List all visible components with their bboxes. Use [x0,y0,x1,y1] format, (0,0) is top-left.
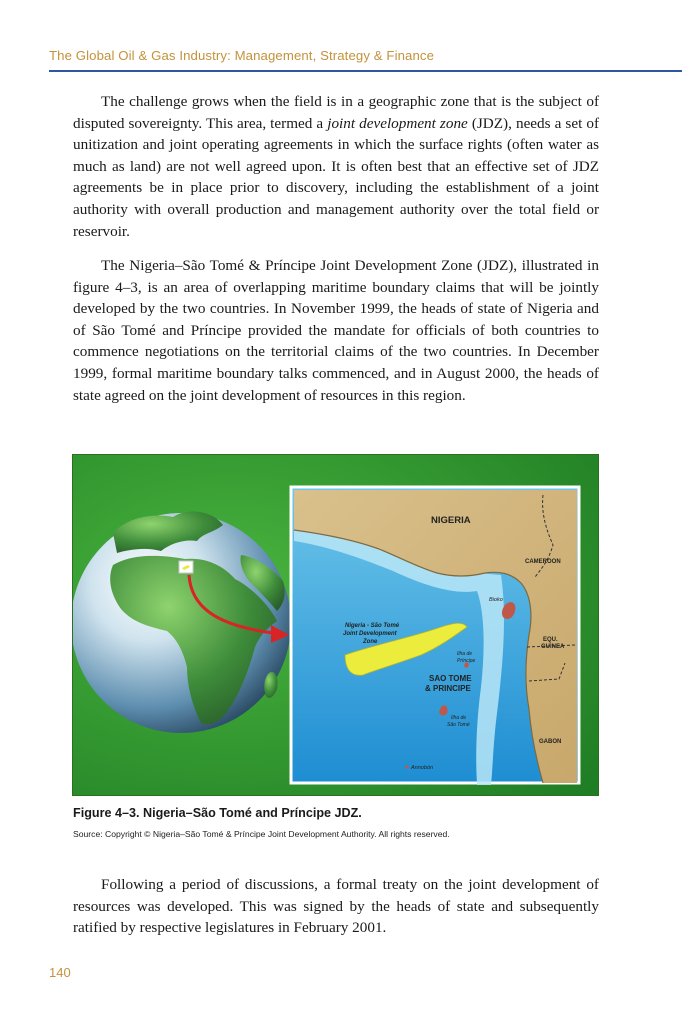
figure-map [72,454,599,796]
label-annobon: Annobón [411,765,434,771]
label-nigeria: NIGERIA [431,515,471,526]
header-rule [49,70,682,72]
label-saotome-line-1: Ilha de [451,715,467,721]
figure-caption: Figure 4–3. Nigeria–São Tomé and Príncipe JDZ. [73,806,362,820]
figure-source: Source: Copyright © Nigeria–São Tomé & Príncipe Joint Development Authority. All rights reserved. [73,829,450,839]
paragraph-1-text-b: (JDZ), needs a set of unitization and joint operating agreements in which the surface rights (often water as much as land) are not well agreed upon. It is often best that an effective set of JDZ agreements be in place prior to discovery, including the establishment of a joint authority with overall production and management authority over the total field or reservoir. [73,114,599,240]
term-joint-development-zone: joint development zone [327,114,468,132]
running-head: The Global Oil & Gas Industry: Management, Strategy & Finance [49,48,435,63]
label-jdz-line-1: Nigeria - São Tomé [345,623,400,629]
label-equ-line-2: GUINEA [541,644,565,650]
page-number: 140 [49,965,71,980]
label-jdz-line-2: Joint Development [343,631,397,637]
paragraph-nigeria-stp-jdz: The Nigeria–São Tomé & Príncipe Joint Development Zone (JDZ), illustrated in figure 4–3, is an area of overlapping maritime boundary claims that will be jointly developed by the two countries. In November 1999, the heads of state of Nigeria and of São Tomé and Príncipe provided the mandate for officials of both countries to commence negotiations on the territorial claims of the two countries. In December 1999, formal maritime boundary talks commenced, and in August 2000, the heads of state agreed on the joint development of resources in this region. [73,257,599,404]
paragraph-jdz-challenge [73,91,599,242]
label-equ-line-1: EQU. [543,637,558,643]
paragraph-1-text-a: The challenge grows when the field is in a geographic zone that is the subject of disputed sovereignty. This area, termed a [73,93,599,132]
label-bioko: Bioko [489,597,503,603]
label-gabon: GABON [539,739,562,745]
label-principe-line-2: Príncipe [457,658,476,664]
island-annobon [405,765,408,768]
label-saotome-line-2: São Tomé [447,722,470,728]
paragraph-treaty: Following a period of discussions, a formal treaty on the joint development of resources was developed. This was signed by the heads of state and subsequently ratified by respective legislatures in February 2001. [73,876,599,937]
label-stp-line-2: & PRINCIPE [425,684,471,693]
label-cameroon: CAMEROON [525,559,561,565]
label-principe-line-1: Ilha de [457,651,473,657]
label-stp-line-1: SAO TOME [429,674,472,683]
label-jdz-line-3: Zone [363,639,378,645]
